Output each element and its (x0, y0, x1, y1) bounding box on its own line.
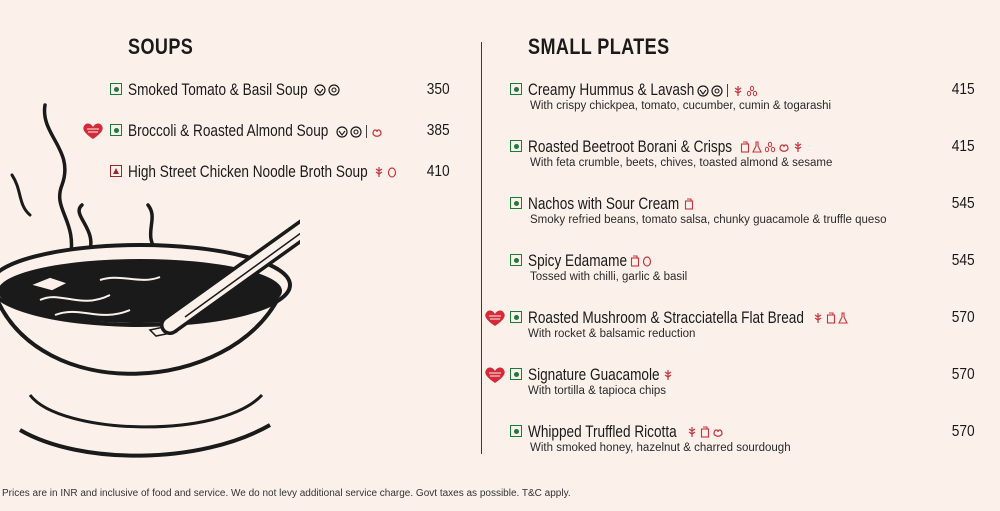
veg-icon (110, 83, 122, 95)
item-name: Roasted Beetroot Borani & Crisps (528, 137, 733, 156)
item-description: Tossed with chilli, garlic & basil (530, 271, 688, 283)
small-plates-heading: SMALL PLATES (528, 34, 670, 59)
garlic-icon (712, 426, 724, 438)
milk-icon (684, 198, 694, 210)
nuts-icon (314, 84, 326, 96)
allergen-icons (684, 198, 694, 210)
soups-heading: SOUPS (128, 34, 194, 59)
item-price: 410 (427, 163, 450, 180)
veg-icon (510, 140, 522, 152)
milk-icon (630, 255, 640, 267)
item-price: 545 (952, 195, 975, 212)
veg-icon (110, 124, 122, 136)
item-name: Nachos with Sour Cream (528, 194, 680, 213)
non-veg-icon (110, 165, 122, 177)
sesame-icon (764, 141, 776, 153)
allergen-icons (686, 426, 724, 438)
item-name: High Street Chicken Noodle Broth Soup (128, 162, 368, 181)
allergen-icons (336, 125, 383, 138)
heart-icon (484, 366, 506, 384)
allergen-icons (373, 166, 397, 178)
veg-icon (510, 254, 522, 266)
item-description: With feta crumble, beets, chives, toasted almond & sesame (530, 157, 833, 169)
nuts-icon (697, 85, 709, 97)
dairy-icon (711, 85, 723, 97)
item-price: 570 (952, 309, 975, 326)
gluten-icon (662, 369, 674, 381)
milk-icon (700, 426, 710, 438)
item-name: Smoked Tomato & Basil Soup (128, 80, 308, 99)
item-price: 570 (952, 366, 975, 383)
item-description: Smoky refried beans, tomato salsa, chunky guacamole & truffle queso (530, 214, 887, 226)
item-description: With tortilla & tapioca chips (528, 385, 667, 397)
soup-bowl-illustration (0, 95, 300, 475)
item-price: 545 (952, 252, 975, 269)
item-name: Broccoli & Roasted Almond Soup (128, 121, 329, 140)
icon-separator (727, 84, 728, 97)
item-description: With rocket & balsamic reduction (528, 328, 696, 340)
egg-icon (387, 166, 397, 178)
allergen-icons (314, 84, 340, 96)
item-price: 570 (952, 423, 975, 440)
footer-note: Prices are in INR and inclusive of food and service. We do not levy additional service charge. Govt taxes as possible. T&C apply. (2, 488, 571, 499)
allergen-icons (697, 84, 758, 97)
item-name: Spicy Edamame (528, 251, 628, 270)
garlic-icon (371, 126, 383, 138)
veg-icon (510, 425, 522, 437)
mustard-icon (752, 141, 762, 153)
icon-separator (366, 125, 367, 138)
item-price: 415 (952, 138, 975, 155)
gluten-icon (732, 85, 744, 97)
gluten-icon (373, 166, 385, 178)
veg-icon (510, 83, 522, 95)
veg-icon (510, 368, 522, 380)
item-price: 415 (952, 81, 975, 98)
item-price: 385 (427, 122, 450, 139)
dairy-icon (350, 126, 362, 138)
egg-icon (642, 255, 652, 267)
item-name: Creamy Hummus & Lavash (528, 80, 695, 99)
gluten-icon (812, 312, 824, 324)
dairy-icon (328, 84, 340, 96)
gluten-icon (686, 426, 698, 438)
allergen-icons (662, 369, 674, 381)
allergen-icons (630, 255, 652, 267)
veg-icon (510, 311, 522, 323)
heart-icon (82, 122, 104, 140)
allergen-icons (812, 312, 848, 324)
item-name: Whipped Truffled Ricotta (528, 422, 677, 441)
item-description: With crispy chickpea, tomato, cucumber, cumin & togarashi (530, 100, 832, 112)
gluten-icon (792, 141, 804, 153)
milk-icon (740, 141, 750, 153)
nuts-icon (336, 126, 348, 138)
allergen-icons (740, 141, 804, 153)
garlic-icon (778, 141, 790, 153)
mustard-icon (838, 312, 848, 324)
item-description: With smoked honey, hazelnut & charred sourdough (530, 442, 791, 454)
milk-icon (826, 312, 836, 324)
veg-icon (510, 197, 522, 209)
item-name: Roasted Mushroom & Stracciatella Flat Bread (528, 308, 804, 327)
heart-icon (484, 309, 506, 327)
item-price: 350 (427, 81, 450, 98)
column-divider (481, 42, 482, 454)
item-name: Signature Guacamole (528, 365, 660, 384)
sesame-icon (746, 85, 758, 97)
